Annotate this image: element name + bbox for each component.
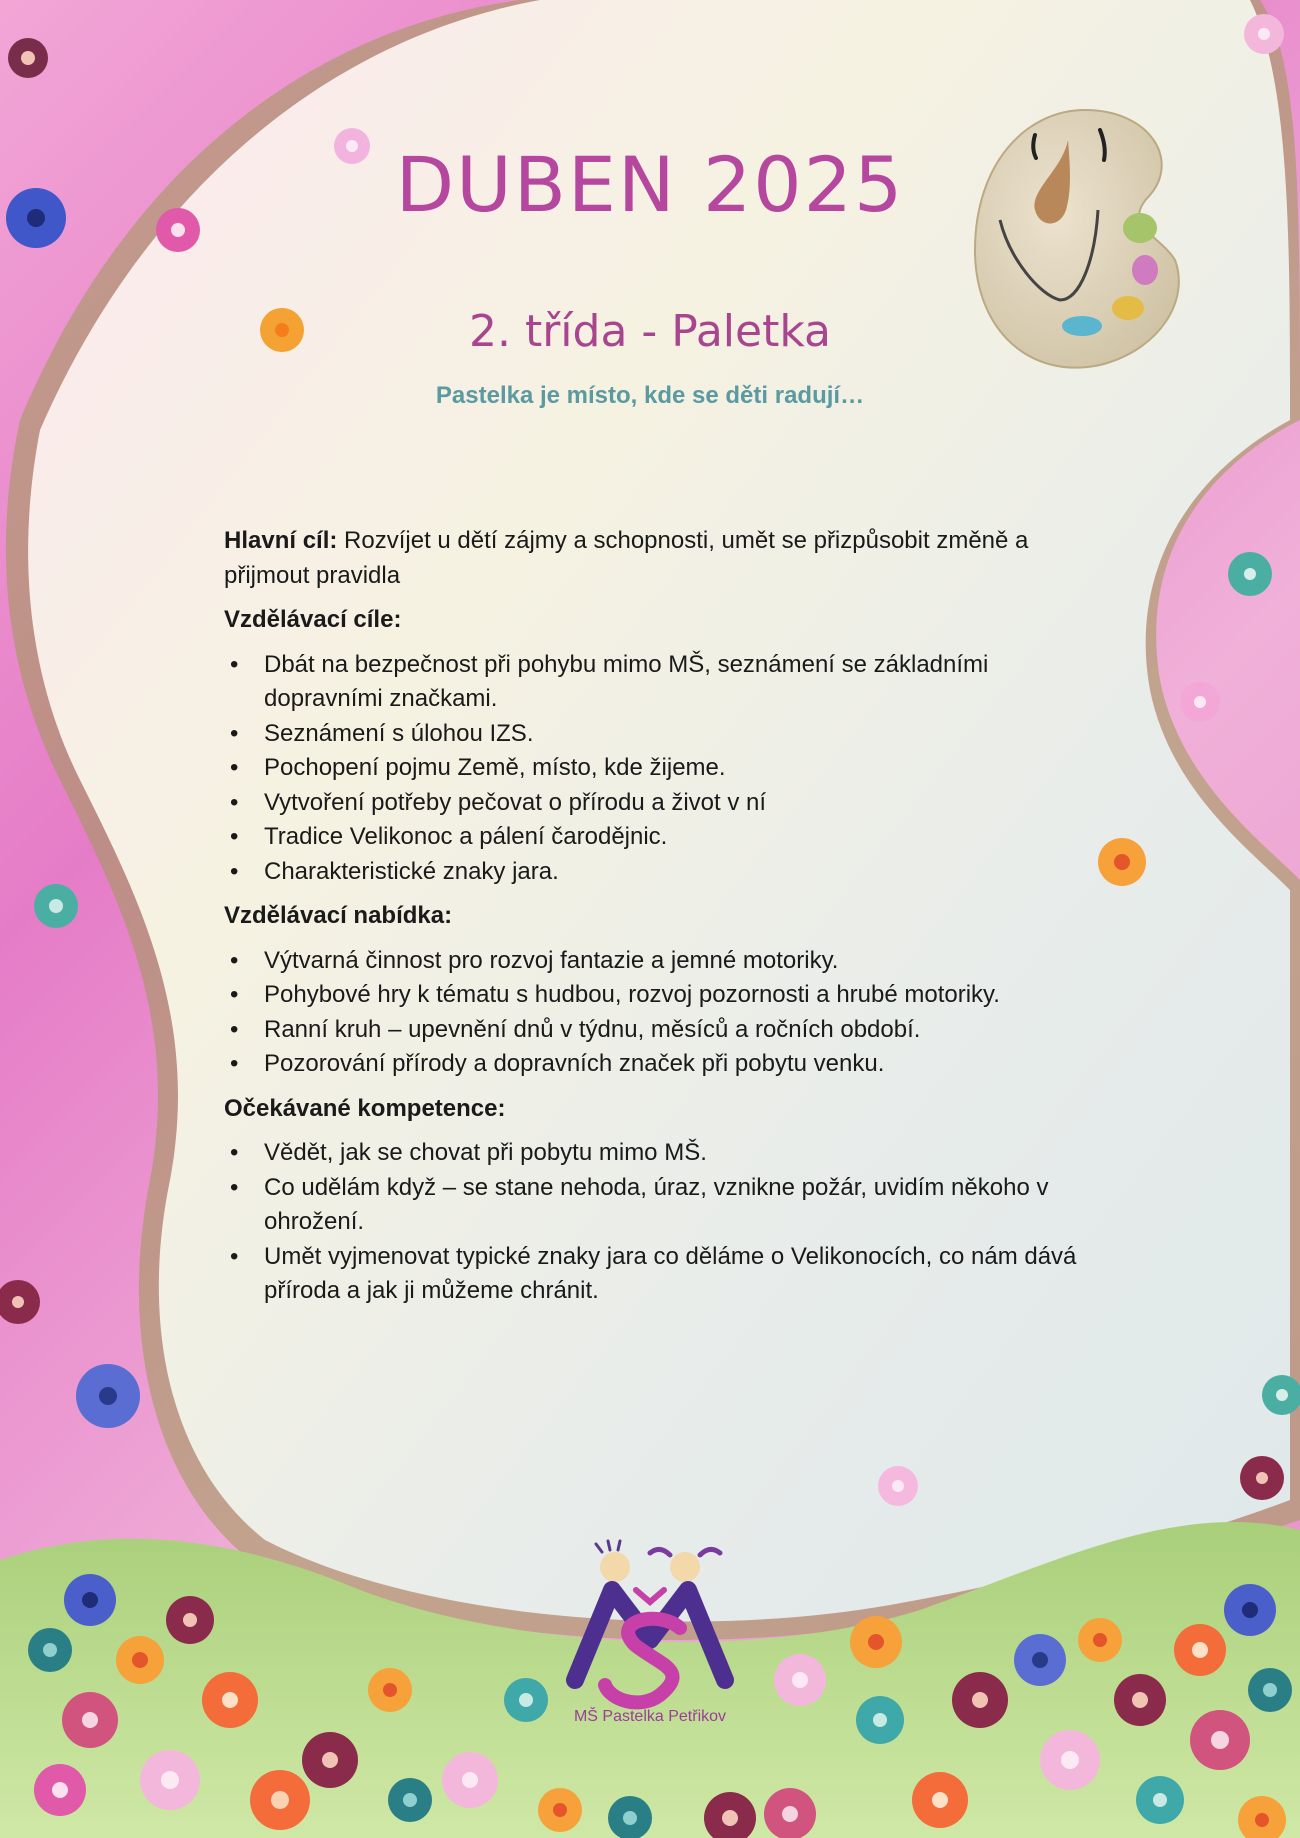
main-goal-label: Hlavní cíl: [224, 527, 338, 554]
content-body [224, 524, 1104, 1319]
list-item: • Výtvarná činnost pro rozvoj fantazie a jemné motoriky. [224, 944, 1104, 979]
tagline: Pastelka je místo, kde se děti radují… [435, 382, 865, 409]
list-item: • Pohybové hry k tématu s hudbou, rozvoj pozornosti a hrubé motoriky. [224, 978, 1104, 1013]
section-heading-goals: Vzdělávací cíle: [224, 606, 402, 633]
list-item: • Vytvoření potřeby pečovat o přírodu a život v ní [224, 786, 1104, 821]
main-goal [224, 524, 1104, 593]
list-item: • Umět vyjmenovat typické znaky jara co děláme o Velikonocích, co nám dává příroda a jak ji můžeme chránit. [224, 1240, 1104, 1309]
list-item: • Pochopení pojmu Země, místo, kde žijeme. [224, 751, 1104, 786]
competences-list [224, 1136, 1104, 1309]
logo-caption: MŠ Pastelka Petřikov [573, 1708, 727, 1725]
section-heading-competences: Očekávané kompetence: [224, 1094, 506, 1122]
offer-list [224, 944, 1104, 1082]
class-subtitle: 2. třída - Paletka [468, 306, 831, 357]
list-item: • Dbát na bezpečnost při pohybu mimo MŠ, seznámení se základními dopravními značkami. [224, 648, 1104, 717]
list-item: • Seznámení s úlohou IZS. [224, 717, 1104, 752]
list-item: • Tradice Velikonoc a pálení čarodějnic. [224, 820, 1104, 855]
goals-list [224, 648, 1104, 890]
main-goal-text: Rozvíjet u dětí zájmy a schopnosti, umět se přizpůsobit změně a přijmout pravidla [224, 527, 1029, 589]
list-item: • Ranní kruh – upevnění dnů v týdnu, měsíců a ročních období. [224, 1013, 1104, 1048]
section-heading-offer: Vzdělávací nabídka: [224, 902, 453, 929]
list-item: • Pozorování přírody a dopravních značek při pobytu venku. [224, 1047, 1104, 1082]
page-title: DUBEN 2025 [395, 140, 905, 229]
list-item: • Co udělám když – se stane nehoda, úraz, vznikne požár, uvidím někoho v ohrožení. [224, 1171, 1104, 1240]
list-item: • Charakteristické znaky jara. [224, 855, 1104, 890]
list-item: • Vědět, jak se chovat při pobytu mimo MŠ. [224, 1136, 1104, 1171]
